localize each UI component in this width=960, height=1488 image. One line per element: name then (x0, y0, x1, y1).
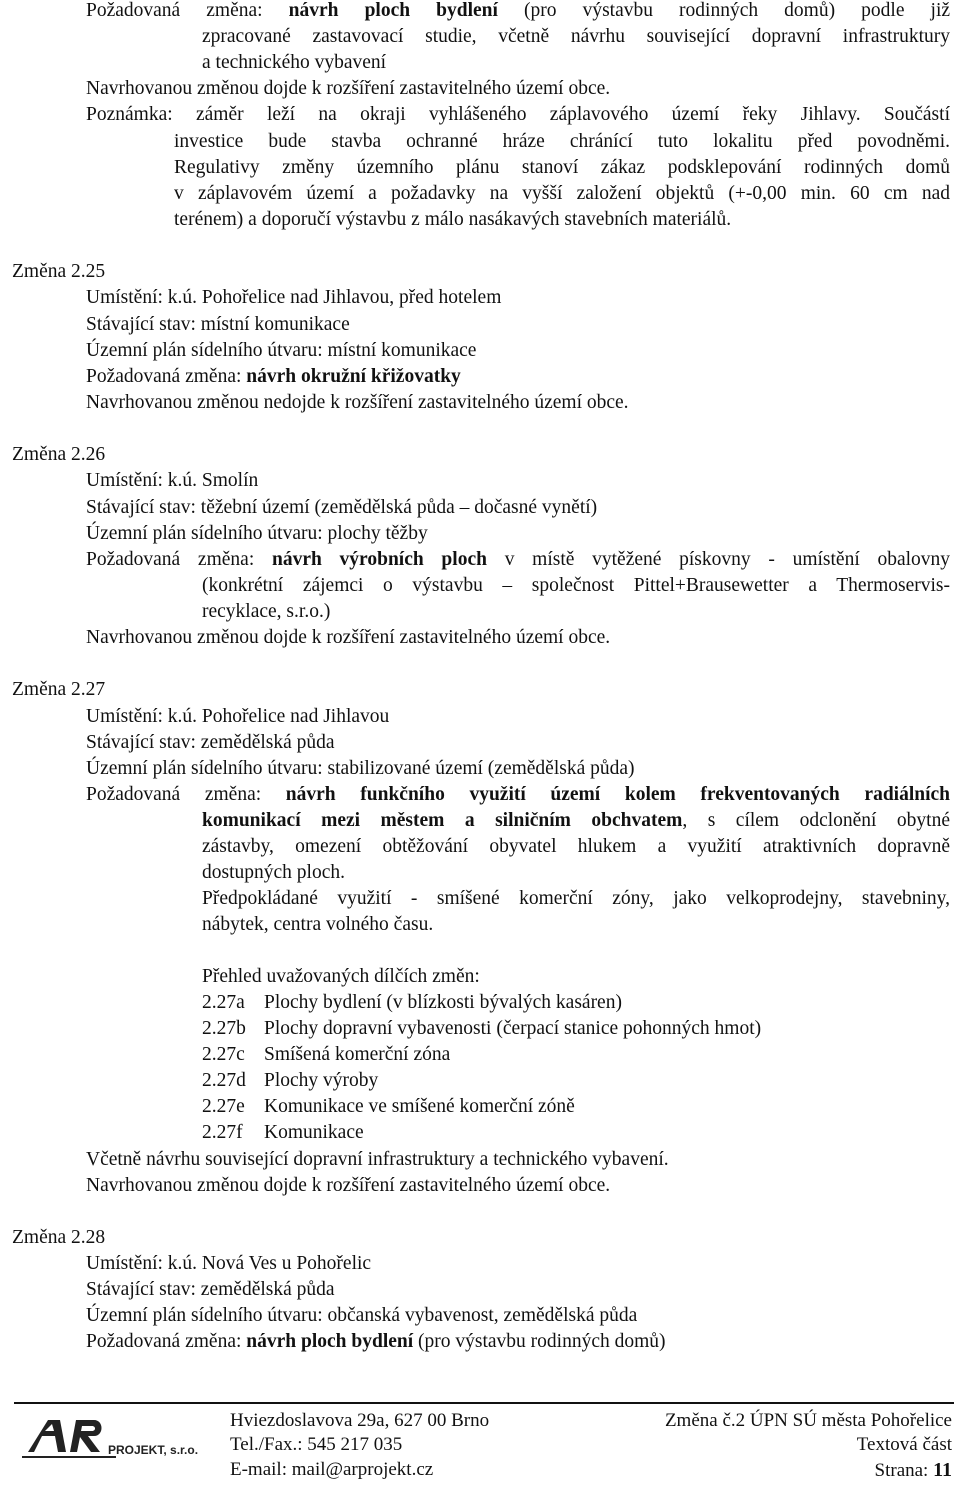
list-item: 2.27b Plochy dopravní vybavenosti (čerpací stanice pohonných hmot) (202, 1018, 762, 1039)
footer-address: Hviezdoslavova 29a, 627 00 Brno (230, 1410, 490, 1431)
intro-change-bold: návrh ploch bydlení (288, 0, 498, 21)
change-2-28: Požadovaná změna: návrh ploch bydlení (pro výstavbu rodinných domů) (86, 1331, 666, 1352)
current-state-2-25: Stávající stav: místní komunikace (86, 314, 350, 335)
change-2-25: Požadovaná změna: návrh okružní křižovatky (86, 366, 461, 387)
plan-2-27: Územní plán sídelního útvaru: stabilizované území (zemědělská půda) (86, 758, 635, 779)
change-2-26-line3: recyklace, s.r.o.) (202, 601, 331, 622)
expansion-2-25: Navrhovanou změnou nedojde k rozšíření zastavitelného území obce. (86, 392, 629, 413)
intro-line3: a technického vybavení (202, 52, 387, 73)
section-title-2-27: Změna 2.27 (12, 679, 106, 700)
intro-note4: v záplavovém území a požadavky na vyšší založení objektů (+-0,00 min. 60 cm nad (174, 183, 950, 204)
plan-2-26: Územní plán sídelního útvaru: plochy těžby (86, 523, 428, 544)
expansion-2-26: Navrhovanou změnou dojde k rozšíření zastavitelného území obce. (86, 627, 611, 648)
current-state-2-27: Stávající stav: zemědělská půda (86, 732, 335, 753)
location-2-25: Umístění: k.ú. Pohořelice nad Jihlavou, před hotelem (86, 287, 502, 308)
intro-note3: Regulativy změny územního plánu stanoví zákaz podsklepování rodinných domů (174, 157, 950, 178)
location-2-26: Umístění: k.ú. Smolín (86, 470, 259, 491)
footer-phone: Tel./Fax.: 545 217 035 (230, 1434, 403, 1455)
change-2-26: Požadovaná změna: návrh výrobních ploch v místě vytěžené pískovny - umístění obalovny (86, 549, 951, 570)
footer-email: E-mail: mail@arprojekt.cz (230, 1459, 434, 1480)
expected-use-line1: Předpokládané využití - smíšené komerční zóny, jako velkoprodejny, stavebniny, (202, 888, 950, 909)
list-item: 2.27a Plochy bydlení (v blízkosti bývalých kasáren) (202, 992, 622, 1013)
section-title-2-25: Změna 2.25 (12, 261, 106, 282)
location-2-27: Umístění: k.ú. Pohořelice nad Jihlavou (86, 706, 390, 727)
footer-page: Strana: 11 (874, 1459, 952, 1481)
section-title-2-26: Změna 2.26 (12, 444, 106, 465)
footer-doc-title: Změna č.2 ÚPN SÚ města Pohořelice (664, 1410, 952, 1431)
current-state-2-26: Stávající stav: těžební území (zemědělská půda – dočasné vynětí) (86, 497, 598, 518)
plan-2-28: Územní plán sídelního útvaru: občanská vybavenost, zemědělská půda (86, 1305, 638, 1326)
intro-note1: Poznámka: záměr leží na okraji vyhlášeného záplavového území řeky Jihlavy. Součástí (86, 104, 950, 125)
change-2-27-line3: zástavby, omezení obtěžování obyvatel hlukem a využití atraktivních dopravně (202, 836, 950, 857)
expansion-2-27: Navrhovanou změnou dojde k rozšíření zastavitelného území obce. (86, 1175, 611, 1196)
list-item: 2.27d Plochy výroby (202, 1070, 379, 1091)
plan-2-25: Územní plán sídelního útvaru: místní komunikace (86, 340, 477, 361)
including-2-27: Včetně návrhu související dopravní infrastruktury a technického vybavení. (86, 1149, 669, 1170)
change-2-26-line2: (konkrétní zájemci o výstavbu – společnost Pittel+Brausewetter a Thermoservis- (202, 575, 950, 596)
intro-line2: zpracované zastavovací studie, včetně návrhu související dopravní infrastruktury (202, 26, 950, 47)
list-item: 2.27c Smíšená komerční zóna (202, 1044, 451, 1065)
change-2-27-line2: komunikací mezi městem a silničním obchvatem, s cílem odclonění obytné (202, 810, 950, 831)
change-2-27-line4: dostupných ploch. (202, 862, 345, 883)
ar-logo-icon (20, 1412, 200, 1462)
expected-use-line2: nábytek, centra volného času. (202, 914, 434, 935)
page-number: 11 (933, 1459, 952, 1481)
footer-divider (14, 1402, 954, 1404)
location-2-28: Umístění: k.ú. Nová Ves u Pohořelic (86, 1253, 372, 1274)
overview-title: Přehled uvažovaných dílčích změn: (202, 966, 480, 987)
current-state-2-28: Stávající stav: zemědělská půda (86, 1279, 335, 1300)
intro-note5: terénem) a doporučí výstavbu z málo nasákavých stavebních materiálů. (174, 209, 732, 230)
intro-note2: investice bude stavba ochranné hráze chránící tuto lokalitu před povodněmi. (174, 131, 950, 152)
change-2-27: Požadovaná změna: návrh funkčního využití území kolem frekventovaných radiálních (86, 784, 951, 805)
list-item: 2.27f Komunikace (202, 1122, 364, 1143)
footer-doc-part: Textová část (856, 1434, 952, 1455)
intro-change-line: Požadovaná změna: návrh ploch bydlení (pro výstavbu rodinných domů) podle již (86, 0, 951, 21)
intro-expansion: Navrhovanou změnou dojde k rozšíření zastavitelného území obce. (86, 78, 611, 99)
list-item: 2.27e Komunikace ve smíšené komerční zóně (202, 1096, 575, 1117)
section-title-2-28: Změna 2.28 (12, 1227, 106, 1248)
company-logo (20, 1412, 200, 1462)
logo-text: PROJEKT, s.r.o. (108, 1443, 199, 1457)
